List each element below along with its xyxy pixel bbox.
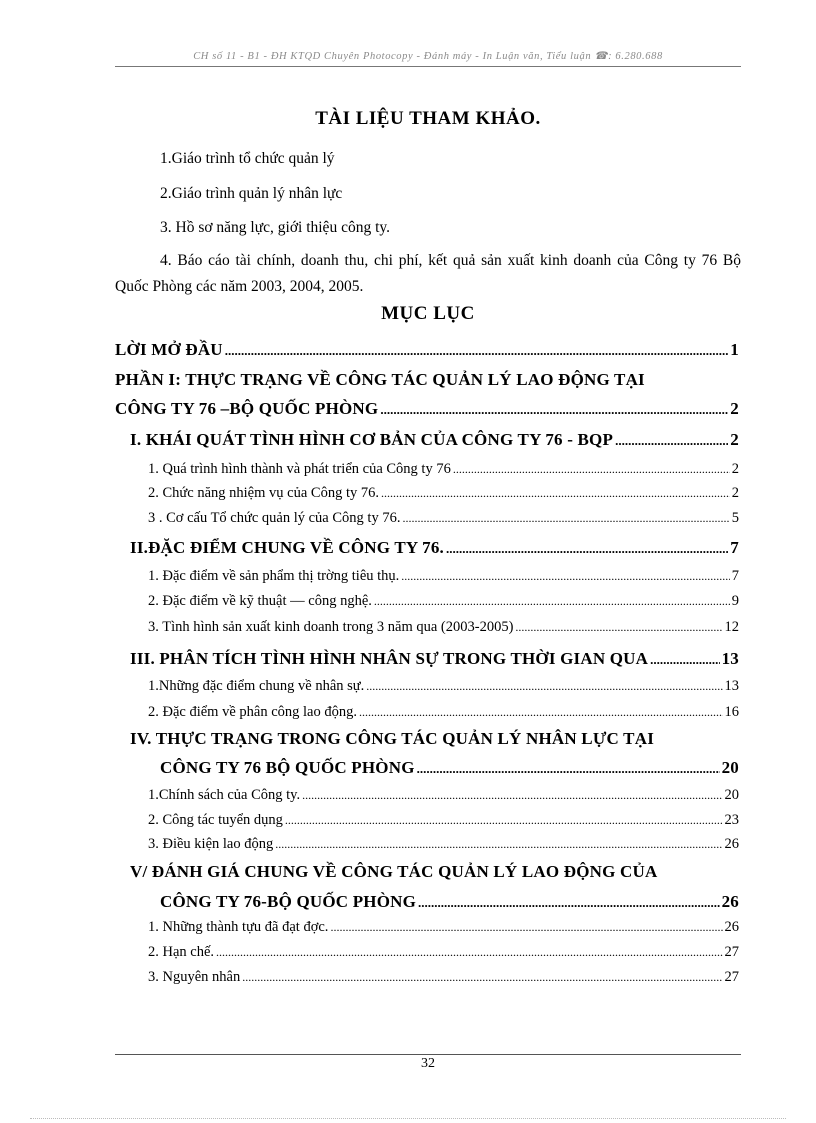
toc-entry-text: 2. Chức năng nhiệm vụ của Công ty 76. — [148, 485, 379, 501]
toc-entry[interactable] — [148, 836, 739, 853]
toc-entry[interactable] — [115, 399, 739, 419]
toc-entry-page: 16 — [724, 704, 739, 720]
toc-entry[interactable] — [115, 340, 739, 360]
toc-entry-page: 2 — [730, 399, 739, 418]
reference-item: 3. Hồ sơ năng lực, giới thiệu công ty. — [160, 219, 390, 236]
footer-divider — [115, 1054, 741, 1055]
toc-entry-text: 1. Những thành tựu đã đạt đợc. — [148, 919, 329, 935]
header-divider — [115, 66, 741, 67]
toc-leader — [302, 788, 722, 803]
toc-entry-text: 1. Đặc điểm về sản phẩm thị trờng tiêu thụ. — [148, 568, 400, 584]
toc-entry[interactable] — [130, 729, 741, 749]
toc-entry[interactable] — [148, 969, 739, 986]
toc-entry[interactable] — [148, 919, 739, 936]
toc-entry-text: 3. Nguyên nhân — [148, 969, 241, 985]
toc-leader — [453, 462, 730, 477]
toc-entry-page: 20 — [721, 758, 739, 777]
toc-entry[interactable] — [130, 430, 739, 450]
toc-entry-text: 1. Quá trình hình thành và phát triển của Công ty 76 — [148, 461, 451, 477]
toc-leader — [401, 569, 729, 584]
toc-entry-page: 13 — [721, 649, 739, 668]
toc-entry-text: 2. Đặc điểm về phân công lao động. — [148, 704, 357, 720]
toc-entry-page: 26 — [724, 836, 739, 852]
toc-entry[interactable] — [160, 758, 739, 778]
toc-entry-text: 2. Đặc điểm về kỹ thuật — công nghệ. — [148, 593, 372, 609]
toc-entry-text: 1.Chính sách của Công ty. — [148, 787, 301, 803]
toc-leader — [446, 541, 728, 557]
toc-leader — [381, 486, 730, 501]
toc-entry-page: 9 — [731, 593, 739, 609]
toc-leader — [380, 402, 728, 418]
toc-entry-page: 2 — [731, 461, 739, 477]
toc-entry-text: 3. Tình hình sản xuất kinh doanh trong 3 năm qua (2003-2005) — [148, 619, 514, 635]
toc-entry[interactable] — [148, 593, 739, 610]
reference-item: 2.Giáo trình quản lý nhân lực — [160, 185, 343, 202]
toc-leader — [275, 837, 722, 852]
toc-entry[interactable] — [160, 892, 739, 912]
toc-entry-page: 23 — [724, 812, 739, 828]
toc-entry-page: 1 — [730, 340, 739, 359]
toc-entry-page: 5 — [731, 510, 739, 526]
toc-entry[interactable] — [148, 510, 739, 527]
toc-entry-page: 27 — [724, 944, 739, 960]
toc-entry-text: CÔNG TY 76 BỘ QUỐC PHÒNG — [160, 758, 415, 777]
toc-entry[interactable] — [148, 461, 739, 478]
toc-leader — [402, 511, 729, 526]
page-number: 32 — [421, 1056, 435, 1071]
toc-leader — [374, 594, 730, 609]
toc-entry-page: 12 — [724, 619, 739, 635]
toc-leader — [285, 813, 723, 828]
toc-leader — [418, 895, 720, 911]
toc-entry[interactable] — [130, 649, 739, 669]
toc-entry[interactable] — [148, 568, 739, 585]
toc-entry-text: III. PHÂN TÍCH TÌNH HÌNH NHÂN SỰ TRONG THỜI GIAN QUA — [130, 649, 649, 668]
page-bottom-border — [30, 1118, 786, 1119]
toc-entry-page: 7 — [731, 568, 739, 584]
toc-entry[interactable] — [148, 787, 739, 804]
toc-entry-page: 13 — [724, 678, 739, 694]
toc-entry[interactable] — [148, 619, 739, 636]
toc-leader — [242, 970, 722, 985]
toc-entry-text: 3 . Cơ cấu Tổ chức quản lý của Công ty 76. — [148, 510, 401, 526]
toc-entry-text: CÔNG TY 76-BỘ QUỐC PHÒNG — [160, 892, 417, 911]
toc-entry[interactable] — [130, 538, 739, 558]
toc-entry[interactable] — [148, 944, 739, 961]
toc-entry-page: 2 — [730, 430, 739, 449]
toc-entry-page: 27 — [724, 969, 739, 985]
toc-entry-page: 7 — [730, 538, 739, 557]
toc-entry-text: PHẦN I: THỰC TRẠNG VỀ CÔNG TÁC QUẢN LÝ LAO ĐỘNG TẠI — [115, 370, 645, 389]
reference-item: 1.Giáo trình tổ chức quản lý — [160, 150, 335, 167]
toc-title: MỤC LỤC — [381, 303, 475, 324]
toc-entry[interactable] — [130, 862, 741, 882]
toc-entry-page: 26 — [724, 919, 739, 935]
toc-entry-page: 2 — [731, 485, 739, 501]
toc-entry[interactable] — [115, 370, 741, 390]
toc-entry-text: 1.Những đặc điểm chung về nhân sự. — [148, 678, 365, 694]
toc-entry-text: V/ ĐÁNH GIÁ CHUNG VỀ CÔNG TÁC QUẢN LÝ LAO ĐỘNG CỦA — [130, 862, 658, 881]
toc-leader — [359, 705, 723, 720]
toc-entry-text: IV. THỰC TRẠNG TRONG CÔNG TÁC QUẢN LÝ NHÂN LỰC TẠI — [130, 729, 655, 748]
toc-entry-page: 26 — [721, 892, 739, 911]
toc-entry[interactable] — [148, 812, 739, 829]
reference-item: 4. Báo cáo tài chính, doanh thu, chi phí, kết quả sản xuất kinh doanh của Công ty 76 Bộ Quốc Phòng các năm 2003, 2004, 2005. — [115, 252, 741, 295]
toc-entry-text: 2. Hạn chế. — [148, 944, 215, 960]
toc-entry-text: 3. Điều kiện lao động — [148, 836, 274, 852]
toc-leader — [615, 433, 728, 449]
toc-entry[interactable] — [148, 704, 739, 721]
toc-entry[interactable] — [148, 485, 739, 502]
toc-leader — [650, 652, 719, 668]
toc-entry-text: 2. Công tác tuyển dụng — [148, 812, 283, 828]
toc-entry[interactable] — [148, 678, 739, 695]
toc-entry-page: 20 — [724, 787, 739, 803]
toc-leader — [225, 343, 729, 359]
toc-leader — [366, 679, 722, 694]
toc-entry-text: LỜI MỞ ĐẦU — [115, 340, 223, 359]
toc-leader — [515, 620, 722, 635]
references-title: TÀI LIỆU THAM KHẢO. — [315, 108, 541, 129]
page-header: CH số 11 - B1 - ĐH KTQD Chuyên Photocopy - Đánh máy - In Luận văn, Tiểu luận ☎: 6.280.688 — [193, 51, 663, 62]
toc-leader — [417, 761, 720, 777]
toc-entry-text: CÔNG TY 76 –BỘ QUỐC PHÒNG — [115, 399, 379, 418]
toc-entry-text: II.ĐẶC ĐIỂM CHUNG VỀ CÔNG TY 76. — [130, 538, 445, 557]
toc-leader — [330, 920, 722, 935]
toc-entry-text: I. KHÁI QUÁT TÌNH HÌNH CƠ BẢN CỦA CÔNG TY 76 - BQP — [130, 430, 614, 449]
toc-leader — [216, 945, 722, 960]
